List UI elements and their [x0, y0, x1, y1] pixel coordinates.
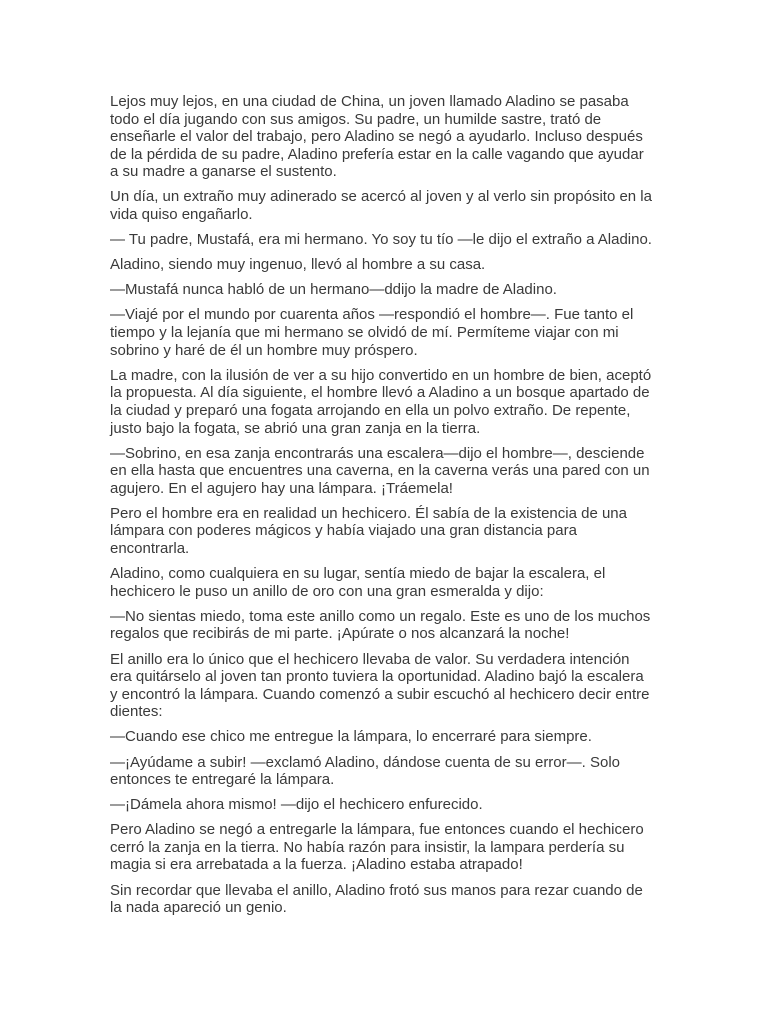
paragraph: El anillo era lo único que el hechicero llevaba de valor. Su verdadera intención era quitárselo al joven tan pronto tuviera la oportunidad. Aladino bajó la escalera y encontró la lámpara. Cuando comenzó a subir escuchó al hechicero decir entre dientes: [110, 650, 650, 721]
paragraph: Lejos muy lejos, en una ciudad de China, un joven llamado Aladino se pasaba todo el día jugando con sus amigos. Su padre, un humilde sastre, trató de enseñarle el valor del trabajo, pero Aladino se negó a ayudarlo. Incluso después de la pérdida de su padre, Aladino prefería estar en la calle vagando que ayudar a su madre a ganarse el sustento. [110, 93, 644, 181]
paragraph: La madre, con la ilusión de ver a su hijo convertido en un hombre de bien, aceptó la propuesta. Al día siguiente, el hombre llevó a Aladino a un bosque apartado de la ciudad y preparó una fogata arrojando en ella un polvo extraño. De repente, justo bajo la fogata, se abrió una gran zanja en la tierra. [110, 366, 652, 437]
paragraph: Sin recordar que llevaba el anillo, Aladino frotó sus manos para rezar cuando de la nada apareció un genio. [110, 881, 643, 917]
paragraph: — Tu padre, Mustafá, era mi hermano. Yo soy tu tío —le dijo el extraño a Aladino. [110, 231, 652, 249]
paragraph: —¡Dámela ahora mismo! —dijo el hechicero enfurecido. [110, 796, 483, 814]
paragraph: Un día, un extraño muy adinerado se acercó al joven y al verlo sin propósito en la vida quiso engañarlo. [110, 188, 652, 224]
paragraph: Aladino, como cualquiera en su lugar, sentía miedo de bajar la escalera, el hechicero le puso un anillo de oro con una gran esmeralda y dijo: [110, 565, 606, 600]
paragraph: —Mustafá nunca habló de un hermano—ddijo la madre de Aladino. [110, 281, 557, 299]
paragraph: Aladino, siendo muy ingenuo, llevó al hombre a su casa. [110, 256, 486, 274]
paragraph: —No sientas miedo, toma este anillo como un regalo. Este es uno de los muchos regalos que recibirás de mi parte. ¡Apúrate o nos alcanzará la noche! [110, 607, 651, 643]
paragraph: Pero Aladino se negó a entregarle la lámpara, fue entonces cuando el hechicero cerró la zanja en la tierra. No había razón para insistir, la lampara perdería su magia si era arrebatada a la fuerza. ¡Aladino estaba atrapado! [110, 821, 644, 874]
paragraph: —Viajé por el mundo por cuarenta años —respondió el hombre—. Fue tanto el tiempo y la lejanía que mi hermano se olvidó de mí. Permíteme viajar con mi sobrino y haré de él un hombre muy próspero. [110, 306, 634, 359]
document-page [110, 93, 655, 924]
paragraph: —Sobrino, en esa zanja encontrarás una escalera—dijo el hombre—, desciende en ella hasta que encuentres una caverna, en la caverna verás una pared con un agujero. En el agujero hay una lámpara. ¡Tráemela! [110, 444, 650, 497]
paragraph: Pero el hombre era en realidad un hechicero. Él sabía de la existencia de una lámpara con poderes mágicos y había viajado una gran distancia para encontrarla. [110, 504, 627, 558]
paragraph: —¡Ayúdame a subir! —exclamó Aladino, dándose cuenta de su error—. Solo entonces te entregaré la lámpara. [110, 753, 620, 789]
paragraph: —Cuando ese chico me entregue la lámpara, lo encerraré para siempre. [110, 728, 592, 746]
